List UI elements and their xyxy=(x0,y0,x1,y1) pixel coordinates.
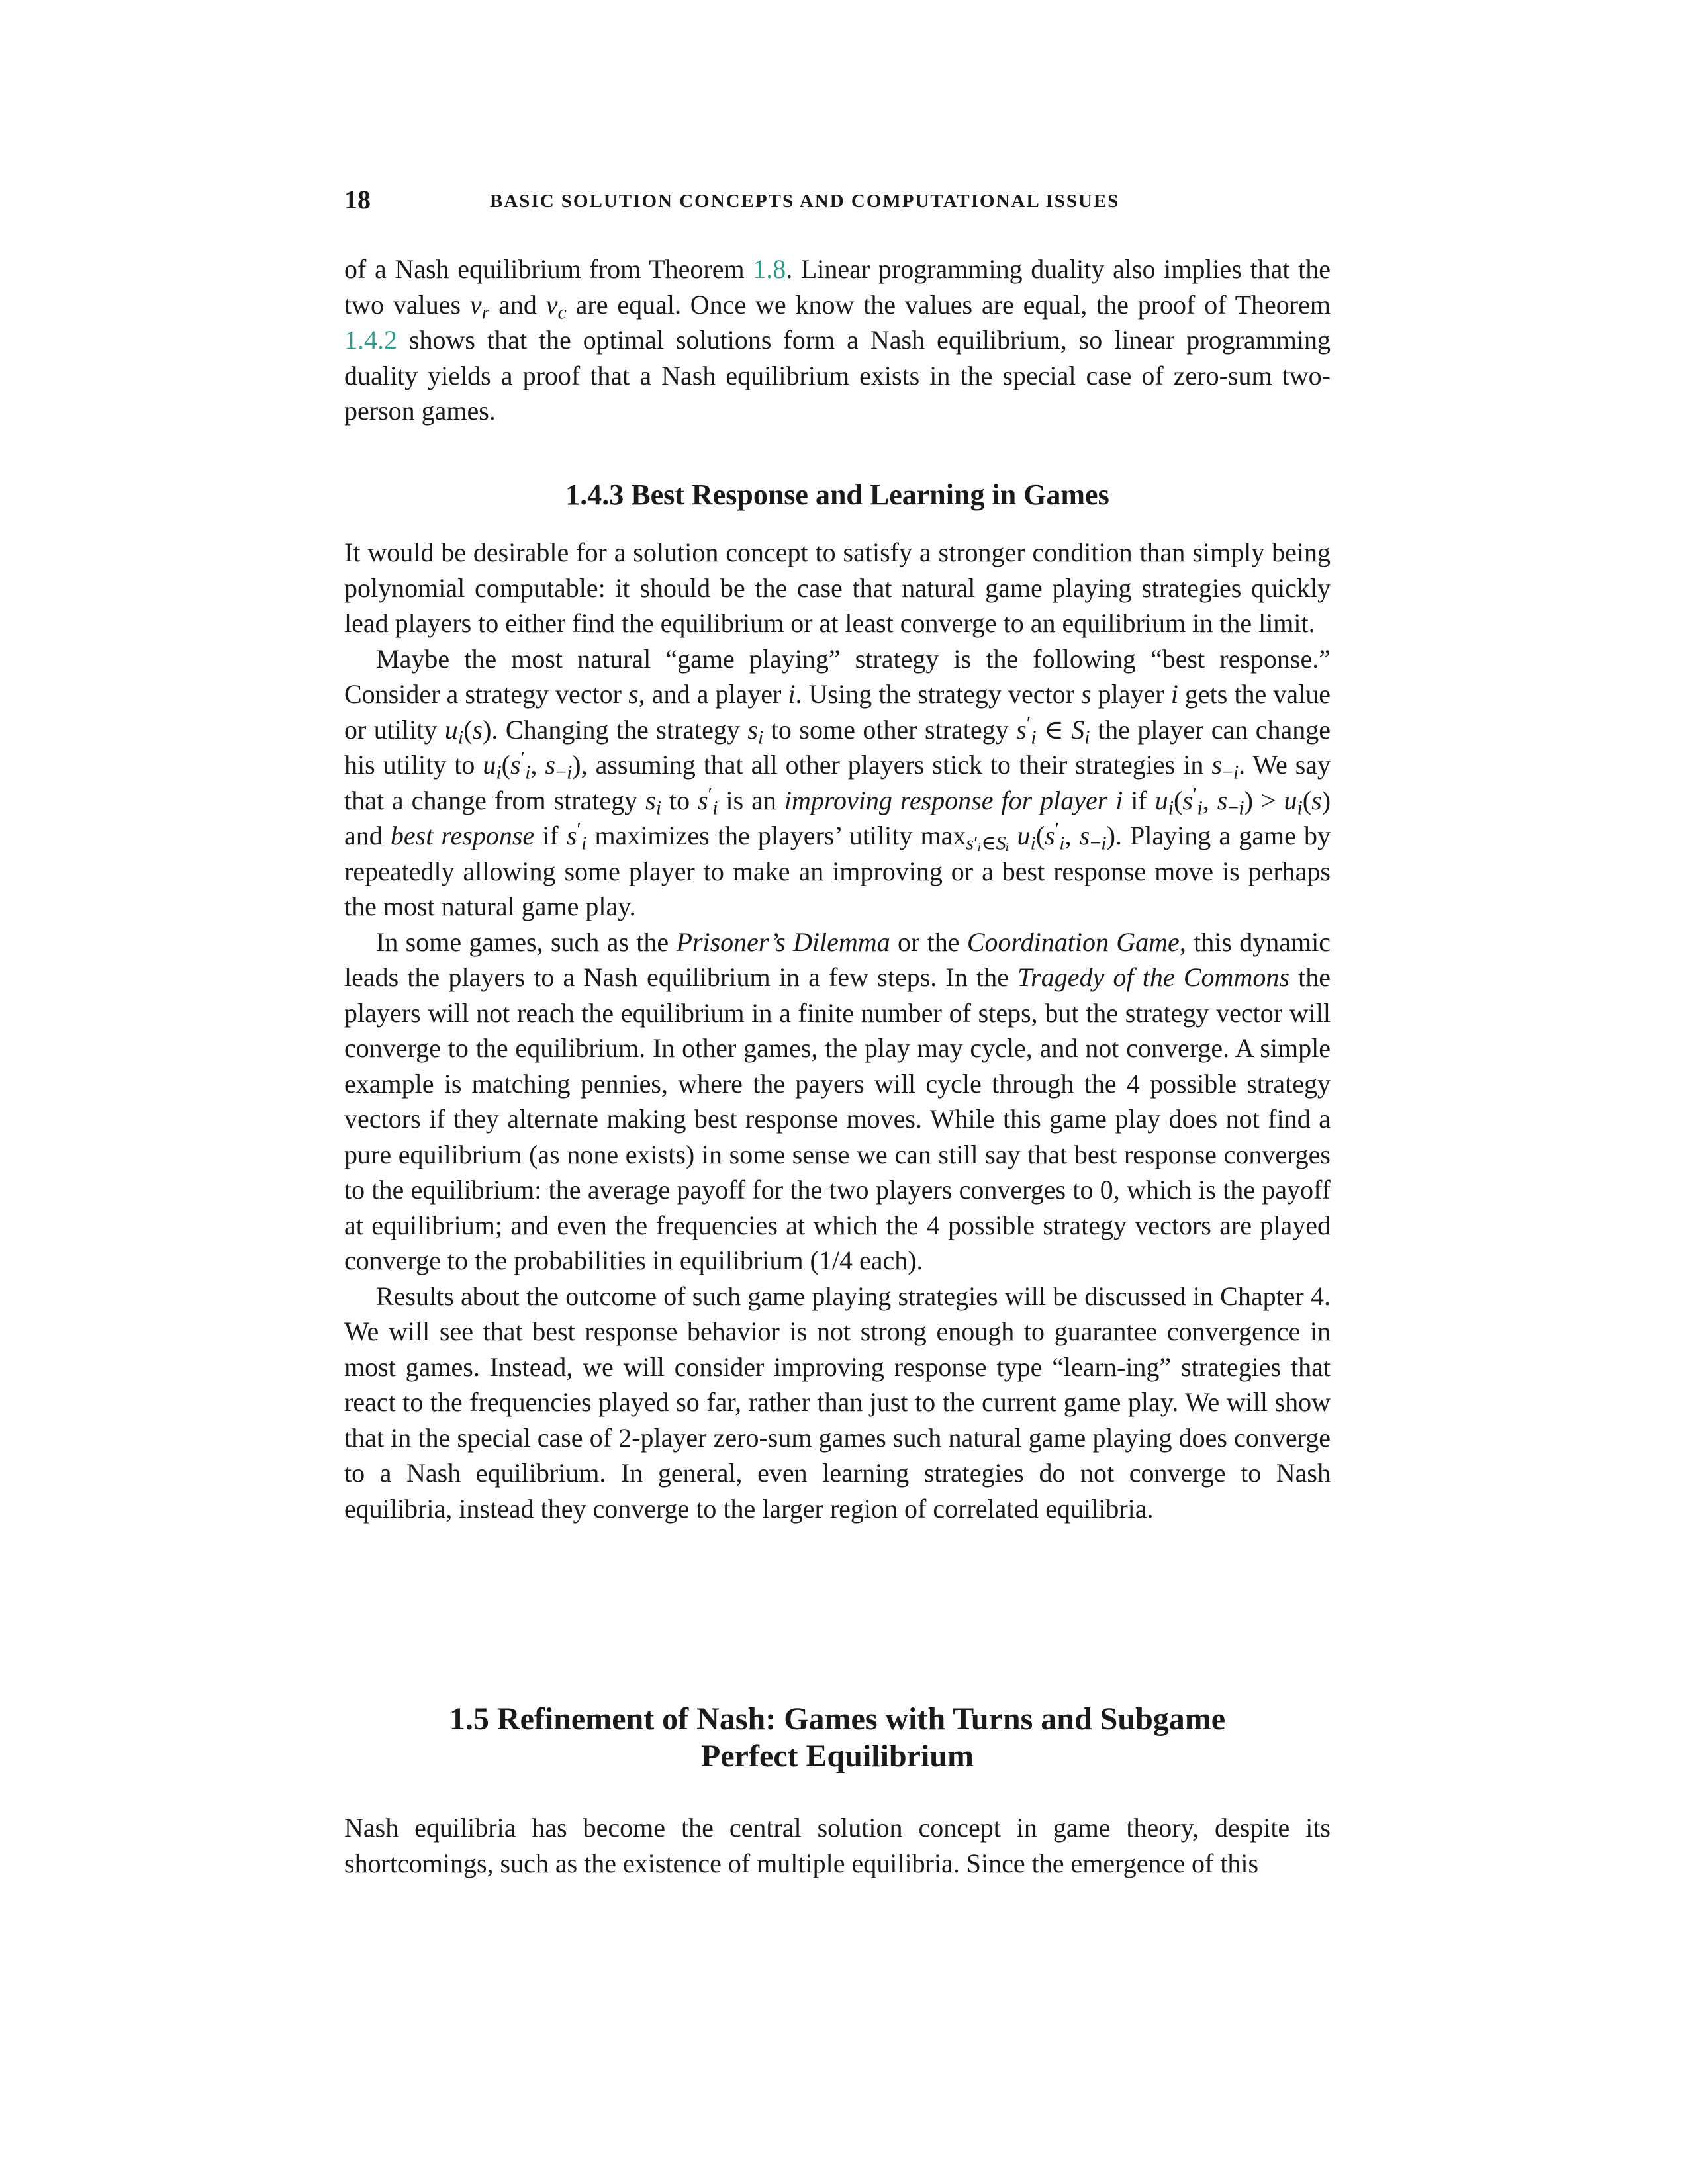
page-number: 18 xyxy=(344,185,371,214)
running-title: BASIC SOLUTION CONCEPTS AND COMPUTATIONAL ISSUES xyxy=(490,191,1120,212)
running-head xyxy=(344,184,1331,217)
theorem-1-8-link[interactable]: 1.8 xyxy=(753,254,786,284)
section-heading-1-4-3: 1.4.3 Best Response and Learning in Games xyxy=(565,478,1109,511)
section-1-5-heading-line2: Perfect Equilibrium xyxy=(701,1739,974,1774)
section-heading-1-5 xyxy=(344,1701,1331,1775)
section-1-5-heading-line1: 1.5 Refinement of Nash: Games with Turns and Subgame xyxy=(449,1702,1226,1737)
theorem-1-4-2-link[interactable]: 1.4.2 xyxy=(344,325,397,355)
intro-paragraph: of a Nash equilibrium from Theorem 1.8. Linear programming duality also implies that the two values $v_r$ and $v_c$ are equal. Once we know the values are equal, the proof of Theorem 1.4.2 shows that the optimal solutions form a Nash equilibrium, so linear programming duality yields a proof that a Nash equilibrium exists in the special case of zero-sum two-person games. xyxy=(344,254,1331,426)
section-1-4-3-body: It would be desirable for a solution concept to satisfy a stronger condition than simply being polynomial computable: it should be the case that natural game playing strategies quickly lead players to either find the equilibrium or at least converge to an equilibrium in the limit. Maybe the most natural “game playing” strategy is the following “best response.” Consider a strategy vector s, and a player i. Using the strategy vector s player i gets the value or utility $u_i(s)$. Changing the strategy $s_i$ to some other strategy $s'_i$ ∈ $S_i$ the player can change his utility to $u_i(s'_i$, $s_{-i}$), assuming that all other players stick to their strategies in $s_{-i}$. We say that a change from strategy $s_i$ to $s'_i$ is an improving response for player i if $u_i(s'_i$, $s_{-i}) > u_i(s)$ and best response if $s'_i$ maximizes the players’ utility $\max_{s'ᵢ\in Sᵢ} u_i(s'_i$, $s_{-i}$). Playing a game by repeatedly allowing some player to make an improving or a best response move is perhaps the most natural game play. In some games, such as the Prisoner’s Dilemma or the Coordination Game, this dynamic leads the players to a Nash equilibrium in a few steps. In the Tragedy of the Commons the players will not reach the equilibrium in a finite number of steps, but the strategy vector will converge to the equilibrium. In other games, the play may cycle, and not converge. A simple example is matching pennies, where the payers will cycle through the 4 possible strategy vectors if they alternate making best response moves. While this game play does not find a pure equilibrium (as none exists) in some sense we can still say that best response converges to the equilibrium: the average payoff for the two players converges to 0, which is the payoff at equilibrium; and even the frequencies at which the 4 possible strategy vectors are played converge to the probabilities in equilibrium (1/4 each). Results about the outcome of such game playing strategies will be discussed in Chapter 4. We will see that best response behavior is not strong enough to guarantee convergence in most games. Instead, we will consider improving response type “learn-ing” strategies that react to the frequencies played so far, rather than just to the current game play. We will show that in the special case of 2-player zero-sum games such natural game playing does converge to a Nash equilibrium. In general, even learning strategies do not converge to Nash equilibria, instead they converge to the larger region of correlated equilibria. xyxy=(344,537,1331,1524)
section-1-5-body: Nash equilibria has become the central solution concept in game theory, despite its shortcomings, such as the existence of multiple equilibria. Since the emergence of this xyxy=(344,1813,1331,1878)
